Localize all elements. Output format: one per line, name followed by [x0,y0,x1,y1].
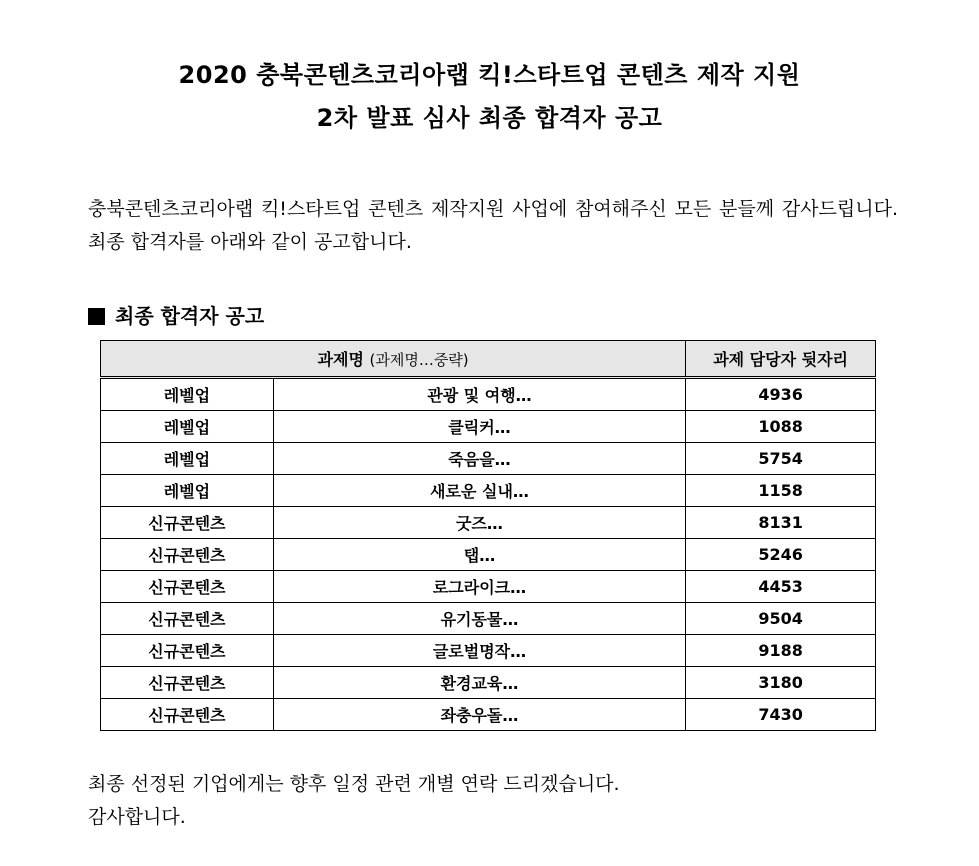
table-row [101,378,876,411]
section-heading [88,302,264,330]
cell-project: 죽음을… [273,443,685,475]
cell-project: 좌충우돌… [273,699,685,731]
cell-project: 유기동물… [273,603,685,635]
intro-paragraph: 충북콘텐츠코리아랩 킥!스타트업 콘텐츠 제작지원 사업에 참여해주신 모든 분들께 감사드립니다. 최종 합격자를 아래와 같이 공고합니다. [88,198,898,253]
results-table [100,340,876,731]
cell-project: 새로운 실내… [273,475,685,507]
document-title-line-1: 2020 충북콘텐츠코리아랩 킥!스타트업 콘텐츠 제작 지원 [178,61,801,89]
cell-phone: 1158 [686,475,876,507]
filled-square-icon [88,308,105,325]
table-row [101,635,876,667]
closing-text [88,768,620,834]
header-project-label: 과제명 [317,350,364,369]
cell-phone: 7430 [686,699,876,731]
cell-phone: 5246 [686,539,876,571]
closing-line-1: 최종 선정된 기업에게는 향후 일정 관련 개별 연락 드리겠습니다. [88,773,620,795]
header-project-note: (과제명…중략) [369,351,469,369]
cell-phone: 4453 [686,571,876,603]
table-row [101,443,876,475]
table-row [101,411,876,443]
cell-category: 신규콘텐츠 [101,539,274,571]
cell-category: 신규콘텐츠 [101,603,274,635]
closing-line-2: 감사합니다. [88,806,186,828]
document-title-line-2: 2차 발표 심사 최종 합격자 공고 [316,104,663,132]
table-body [101,378,876,731]
cell-category: 레벨업 [101,411,274,443]
cell-phone: 9188 [686,635,876,667]
cell-category: 신규콘텐츠 [101,699,274,731]
cell-category: 레벨업 [101,378,274,411]
cell-category: 레벨업 [101,475,274,507]
cell-project: 탭… [273,539,685,571]
table-row [101,571,876,603]
cell-phone: 4936 [686,378,876,411]
header-phone: 과제 담당자 뒷자리 [686,341,876,378]
cell-category: 신규콘텐츠 [101,571,274,603]
table-row [101,603,876,635]
cell-category: 신규콘텐츠 [101,667,274,699]
section-heading-label: 최종 합격자 공고 [115,304,265,328]
cell-project: 환경교육… [273,667,685,699]
table-row [101,475,876,507]
table-row [101,539,876,571]
cell-category: 신규콘텐츠 [101,635,274,667]
table-row [101,667,876,699]
cell-project: 굿즈… [273,507,685,539]
table-row [101,507,876,539]
cell-phone: 5754 [686,443,876,475]
cell-phone: 3180 [686,667,876,699]
table-row [101,699,876,731]
header-project [101,341,686,378]
cell-phone: 1088 [686,411,876,443]
cell-phone: 9504 [686,603,876,635]
cell-project: 로그라이크… [273,571,685,603]
cell-category: 신규콘텐츠 [101,507,274,539]
cell-project: 관광 및 여행… [273,378,685,411]
cell-project: 클릭커… [273,411,685,443]
cell-project: 글로벌명작… [273,635,685,667]
table-header-row [101,341,876,378]
cell-category: 레벨업 [101,443,274,475]
cell-phone: 8131 [686,507,876,539]
